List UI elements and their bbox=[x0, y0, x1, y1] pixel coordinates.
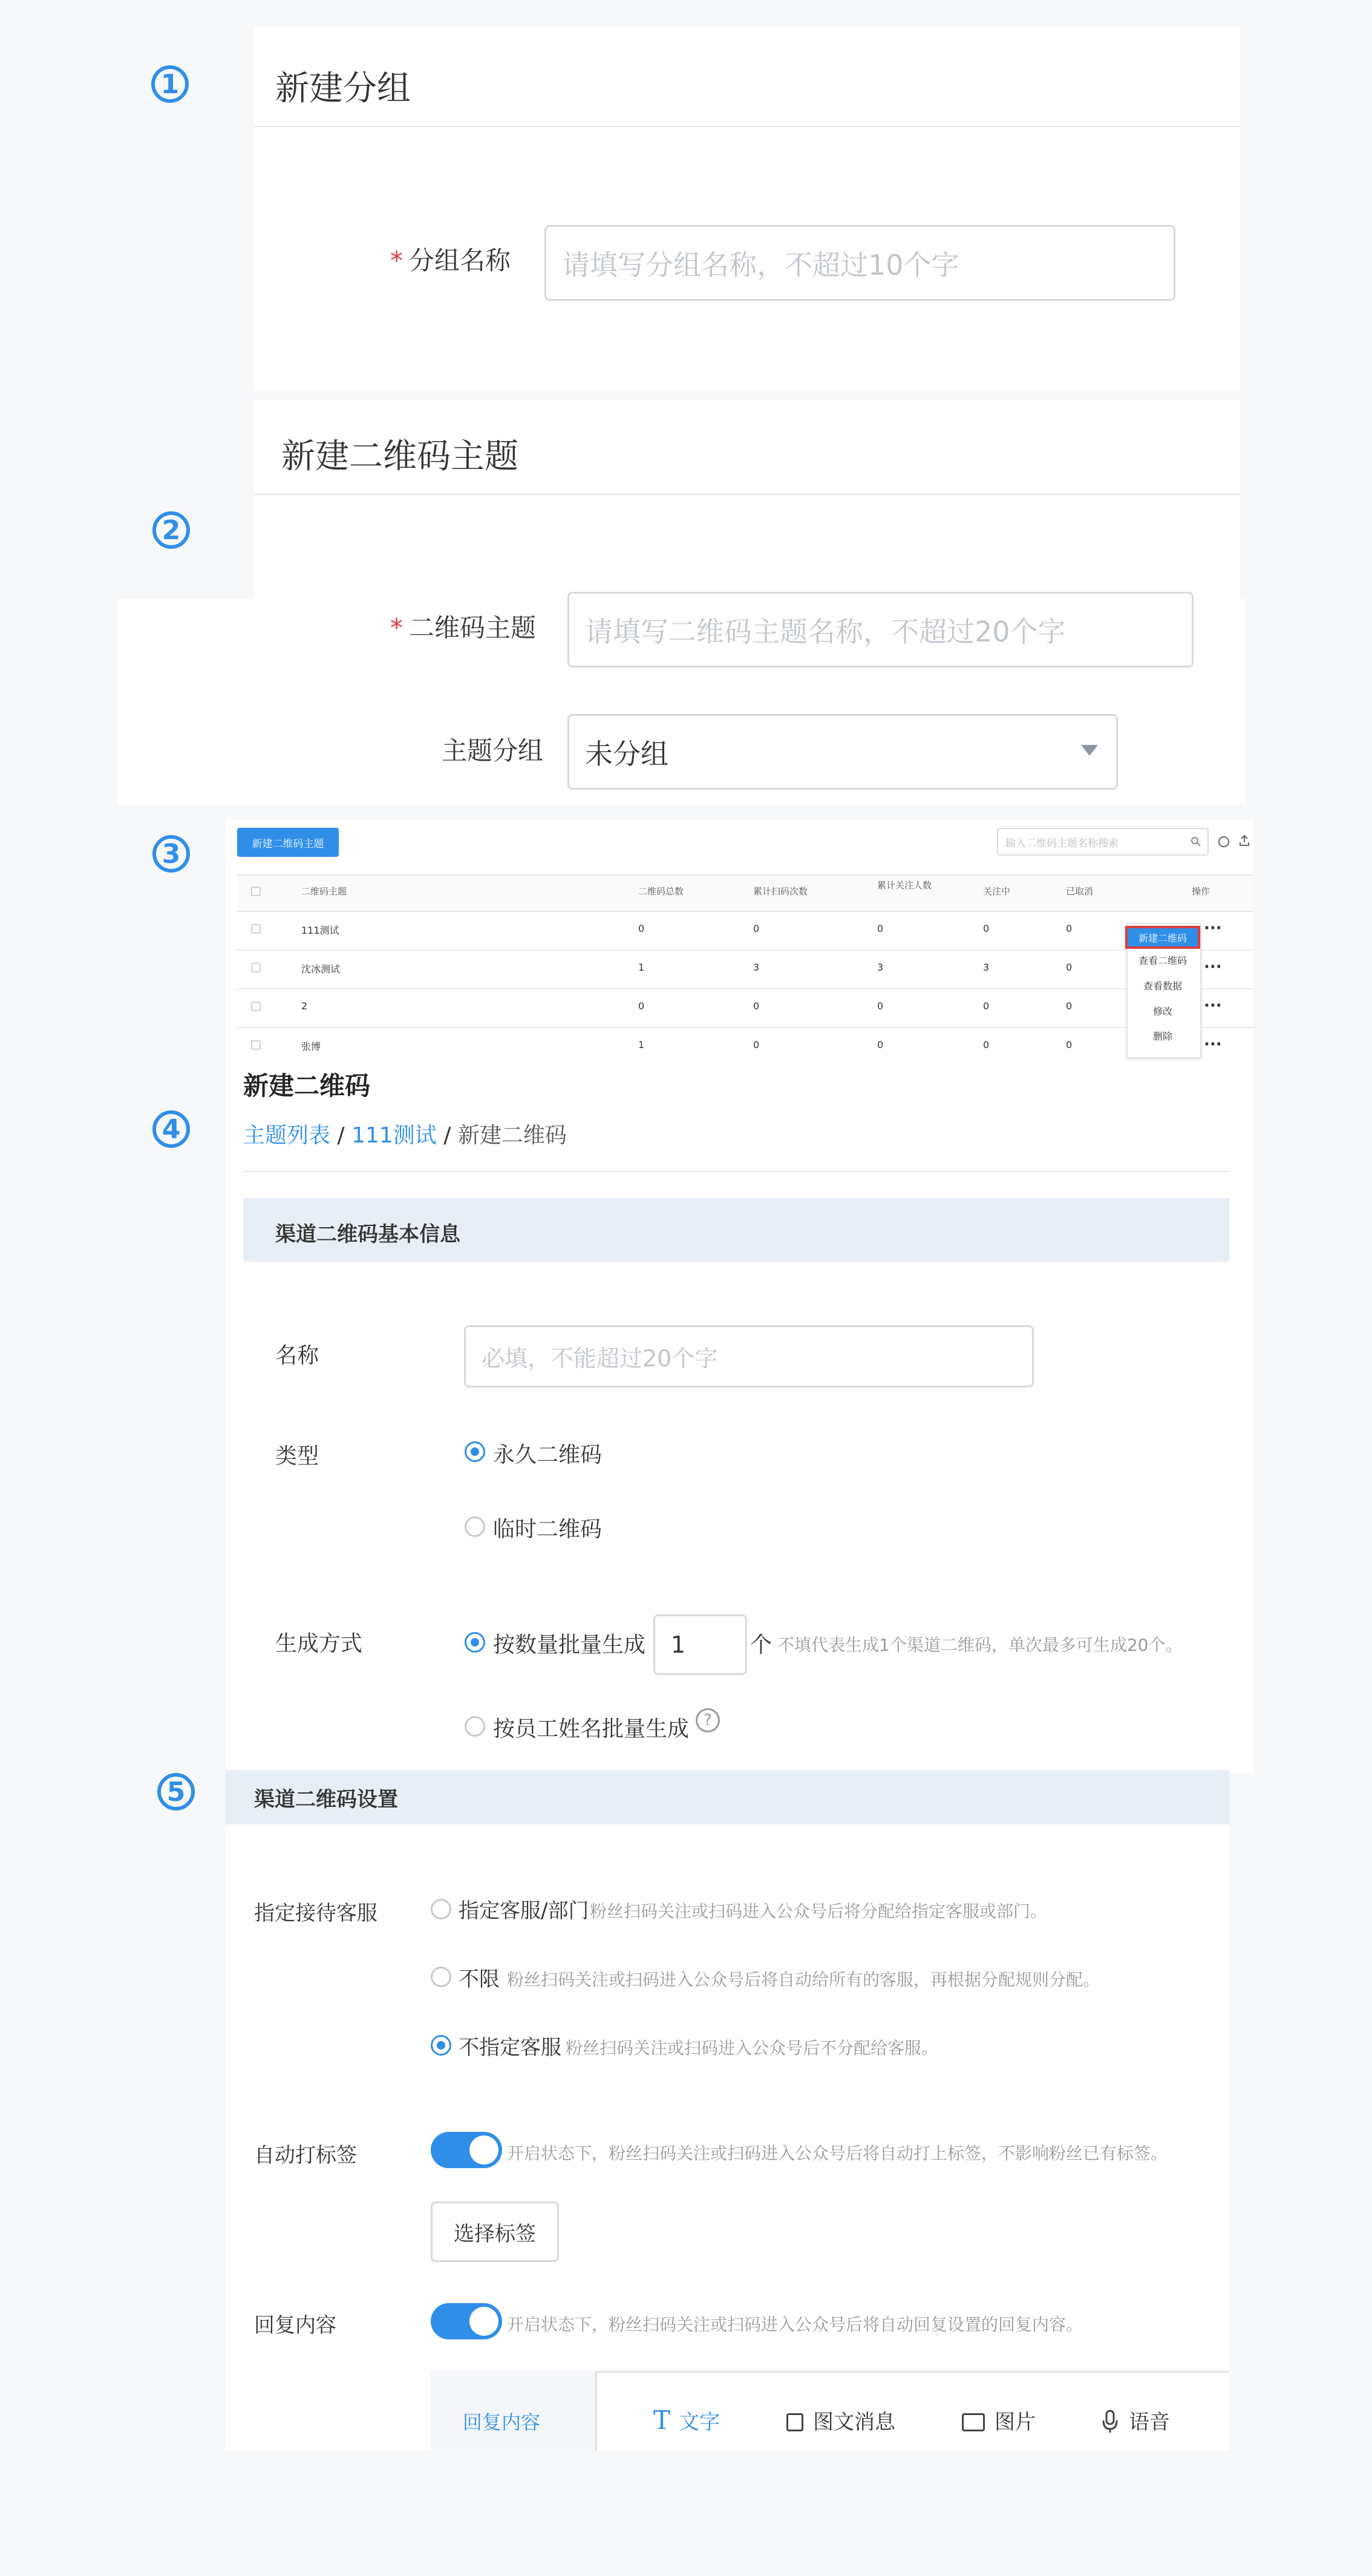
theme-group-value: 未分组 bbox=[585, 737, 668, 770]
type-voice[interactable] bbox=[1101, 2405, 1170, 2435]
more-actions-icon[interactable]: ··· bbox=[1204, 1035, 1222, 1054]
step-5-badge: 5 bbox=[157, 1773, 195, 1811]
group-name-label-text: 分组名称 bbox=[409, 246, 511, 275]
theme-name-placeholder: 请填写二维码主题名称，不超过20个字 bbox=[585, 615, 1066, 648]
col-qr-total[interactable]: 二维码总数 bbox=[638, 886, 684, 897]
cs-none-label: 不指定客服 bbox=[459, 2036, 561, 2060]
reply-toggle[interactable] bbox=[431, 2303, 502, 2339]
cs-specify-radio[interactable] bbox=[431, 1899, 451, 1919]
table-cell: 张博 bbox=[301, 1041, 321, 1052]
col-theme: 二维码主题 bbox=[301, 886, 347, 897]
table-cell: 0 bbox=[877, 1039, 884, 1050]
table-cell: 0 bbox=[1066, 962, 1073, 973]
theme-group-select[interactable] bbox=[567, 714, 1118, 790]
col-following[interactable]: 关注中 bbox=[983, 886, 1011, 897]
qr-name-placeholder: 必填，不能超过20个字 bbox=[482, 1345, 718, 1372]
search-icon bbox=[1191, 836, 1201, 847]
new-theme-button[interactable]: 新建二维码主题 bbox=[237, 828, 339, 857]
gen-count-input[interactable] bbox=[653, 1614, 747, 1675]
table-cell: 3 bbox=[877, 962, 884, 973]
qr-name-input[interactable] bbox=[464, 1325, 1034, 1388]
theme-search-input[interactable] bbox=[997, 828, 1209, 856]
table-cell: 1 bbox=[638, 1039, 645, 1050]
type-news[interactable] bbox=[786, 2405, 895, 2435]
table-header-row bbox=[237, 874, 1253, 912]
breadcrumb-sep: / bbox=[337, 1123, 345, 1148]
group-name-label bbox=[390, 241, 511, 277]
required-mark: * bbox=[390, 613, 403, 643]
assign-cs-label: 指定接待客服 bbox=[254, 1901, 377, 1925]
table-cell: 0 bbox=[1066, 1000, 1073, 1012]
new-theme-title: 新建二维码主题 bbox=[281, 437, 518, 476]
table-cell: 3 bbox=[753, 962, 760, 973]
menu-item-new-qr[interactable]: 新建二维码 bbox=[1125, 926, 1200, 949]
cs-unlimited-hint: 粉丝扫码关注或扫码进入公众号后将自动给所有的客服，再根据分配规则分配。 bbox=[507, 1970, 1100, 1990]
divider bbox=[254, 494, 1240, 495]
step-2-badge: 2 bbox=[152, 511, 190, 549]
col-actions: 操作 bbox=[1192, 886, 1210, 897]
cs-none-radio[interactable] bbox=[431, 2035, 451, 2056]
select-tag-button[interactable]: 选择标签 bbox=[431, 2201, 559, 2262]
theme-group-label: 主题分组 bbox=[442, 736, 544, 765]
group-name-input[interactable] bbox=[544, 225, 1175, 301]
table-row bbox=[237, 949, 1253, 989]
type-temporary-radio[interactable] bbox=[465, 1516, 485, 1537]
table-cell: 0 bbox=[1066, 923, 1073, 934]
required-mark: * bbox=[390, 246, 403, 275]
gen-by-count-label: 按数量批量生成 bbox=[493, 1633, 646, 1657]
group-name-placeholder: 请填写分组名称，不超过10个字 bbox=[562, 248, 959, 281]
table-cell: 0 bbox=[877, 1000, 884, 1012]
type-text-label: 文字 bbox=[679, 2410, 720, 2434]
step-1-badge: 1 bbox=[151, 65, 189, 103]
step-3-badge: 3 bbox=[152, 835, 190, 873]
theme-name-input[interactable] bbox=[567, 592, 1194, 667]
auto-tag-hint: 开启状态下，粉丝扫码关注或扫码进入公众号后将自动打上标签，不影响粉丝已有标签。 bbox=[507, 2143, 1168, 2163]
chevron-down-icon bbox=[1081, 745, 1098, 756]
name-label: 名称 bbox=[275, 1343, 319, 1368]
table-cell: 2 bbox=[301, 1000, 308, 1012]
col-follow-count[interactable]: 累计关注人数 bbox=[877, 880, 932, 891]
generate-mode-label: 生成方式 bbox=[275, 1631, 363, 1656]
gen-count-value: 1 bbox=[671, 1631, 686, 1658]
cs-unlimited-label: 不限 bbox=[459, 1967, 500, 1991]
select-all-checkbox[interactable] bbox=[251, 887, 261, 896]
type-image-label: 图片 bbox=[995, 2410, 1036, 2434]
menu-item-delete[interactable]: 删除 bbox=[1152, 1031, 1172, 1042]
qr-settings-panel bbox=[225, 1770, 1229, 2451]
microphone-icon bbox=[1101, 2410, 1119, 2434]
type-text[interactable] bbox=[653, 2405, 720, 2435]
reply-label: 回复内容 bbox=[254, 2313, 336, 2338]
table-cell: 0 bbox=[753, 1000, 760, 1012]
theme-search-placeholder: 输入二维码主题名称搜索 bbox=[1005, 837, 1119, 850]
table-cell: 3 bbox=[983, 962, 990, 973]
cs-unlimited-radio[interactable] bbox=[431, 1967, 451, 1987]
gen-by-count-radio[interactable] bbox=[465, 1632, 485, 1653]
table-cell: 0 bbox=[753, 923, 760, 934]
breadcrumb-current: 新建二维码 bbox=[457, 1123, 567, 1148]
auto-tag-toggle[interactable] bbox=[431, 2132, 502, 2168]
settings-title: 渠道二维码设置 bbox=[254, 1788, 398, 1812]
export-icon[interactable] bbox=[1238, 834, 1251, 847]
gen-unit: 个 bbox=[750, 1633, 773, 1657]
menu-item-edit[interactable]: 修改 bbox=[1152, 1006, 1172, 1017]
table-cell: 0 bbox=[983, 1000, 990, 1012]
cs-specify-label: 指定客服/部门 bbox=[459, 1899, 589, 1923]
text-icon: T bbox=[653, 2405, 671, 2435]
divider bbox=[254, 126, 1240, 127]
table-cell: 0 bbox=[1066, 1039, 1073, 1050]
col-cancelled[interactable]: 已取消 bbox=[1066, 886, 1094, 897]
table-cell: 0 bbox=[983, 923, 990, 934]
refresh-icon[interactable] bbox=[1217, 835, 1230, 848]
gen-by-staff-radio[interactable] bbox=[465, 1716, 485, 1737]
type-image[interactable] bbox=[962, 2405, 1036, 2435]
cs-specify-hint: 粉丝扫码关注或扫码进入公众号后将分配给指定客服或部门。 bbox=[590, 1901, 1048, 1921]
image-icon bbox=[962, 2413, 985, 2431]
type-permanent-label: 永久二维码 bbox=[493, 1443, 603, 1467]
divider bbox=[243, 1171, 1229, 1172]
type-voice-label: 语音 bbox=[1129, 2410, 1170, 2434]
type-label: 类型 bbox=[275, 1444, 319, 1469]
menu-item-view-data[interactable]: 查看数据 bbox=[1143, 980, 1182, 992]
basic-info-title: 渠道二维码基本信息 bbox=[275, 1222, 460, 1247]
more-actions-icon[interactable]: ··· bbox=[1204, 958, 1222, 976]
reply-content-tab-label: 回复内容 bbox=[463, 2411, 541, 2434]
table-row bbox=[237, 988, 1253, 1028]
gen-hint: 不填代表生成1个渠道二维码，单次最多可生成20个。 bbox=[777, 1635, 1183, 1655]
more-actions-icon[interactable]: ··· bbox=[1204, 997, 1222, 1015]
type-news-label: 图文消息 bbox=[813, 2410, 895, 2434]
new-qr-title: 新建二维码 bbox=[243, 1071, 371, 1101]
row-checkbox[interactable] bbox=[251, 1001, 261, 1011]
table-row bbox=[237, 911, 1253, 951]
breadcrumb-theme-list[interactable]: 主题列表 bbox=[243, 1123, 331, 1148]
table-cell: 1 bbox=[638, 962, 645, 973]
new-group-title: 新建分组 bbox=[275, 69, 411, 108]
theme-name-label-text: 二维码主题 bbox=[409, 613, 537, 643]
help-icon[interactable]: ? bbox=[696, 1708, 720, 1732]
table-cell: 0 bbox=[638, 1000, 645, 1012]
table-cell: 111测试 bbox=[301, 925, 339, 936]
theme-name-label bbox=[390, 608, 536, 644]
breadcrumb-sep: / bbox=[443, 1123, 451, 1148]
table-row bbox=[237, 1027, 1253, 1067]
type-permanent-radio[interactable] bbox=[465, 1441, 485, 1462]
menu-item-view-qr[interactable]: 查看二维码 bbox=[1138, 955, 1187, 966]
table-cell: 沈冰测试 bbox=[301, 963, 341, 975]
table-cell: 0 bbox=[638, 923, 645, 934]
auto-tag-label: 自动打标签 bbox=[254, 2143, 357, 2168]
type-temporary-label: 临时二维码 bbox=[493, 1517, 603, 1542]
table-cell: 0 bbox=[983, 1039, 990, 1050]
reply-hint: 开启状态下，粉丝扫码关注或扫码进入公众号后将自动回复设置的回复内容。 bbox=[507, 2315, 1083, 2335]
gen-by-staff-label: 按员工姓名批量生成 bbox=[493, 1717, 690, 1742]
col-scan-count[interactable]: 累计扫码次数 bbox=[753, 886, 808, 897]
cs-none-hint: 粉丝扫码关注或扫码进入公众号后不分配给客服。 bbox=[566, 2038, 939, 2058]
step-4-badge: 4 bbox=[152, 1110, 190, 1148]
news-icon bbox=[786, 2413, 803, 2431]
row-checkbox[interactable] bbox=[251, 963, 261, 972]
row-checkbox[interactable] bbox=[251, 1040, 261, 1050]
more-actions-icon[interactable]: ··· bbox=[1204, 919, 1222, 937]
table-cell: 0 bbox=[877, 923, 884, 934]
table-cell: 0 bbox=[753, 1039, 760, 1050]
breadcrumb bbox=[243, 1118, 567, 1149]
row-checkbox[interactable] bbox=[251, 924, 261, 934]
breadcrumb-theme[interactable]: 111测试 bbox=[351, 1123, 437, 1148]
